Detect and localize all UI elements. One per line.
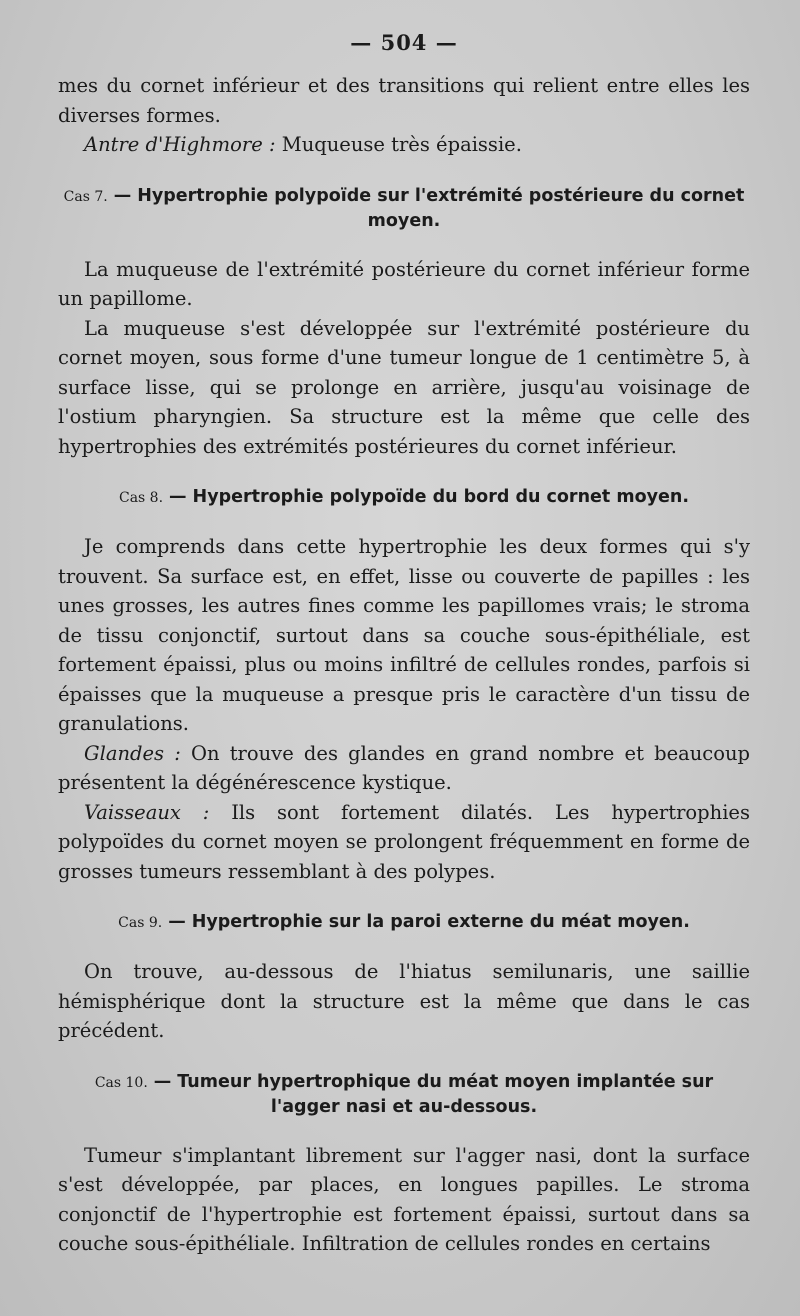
case-10-dash: — bbox=[153, 1071, 172, 1092]
case-9-title: Hypertrophie sur la paroi externe du méat moyen. bbox=[191, 912, 690, 932]
case-10-body bbox=[58, 1141, 750, 1259]
glandes-label: Glandes : bbox=[84, 741, 181, 765]
case-7-body bbox=[58, 255, 750, 462]
case-8-dash: — bbox=[169, 487, 187, 507]
case-7-dash: — bbox=[113, 185, 132, 206]
vaisseaux-label: Vaisseaux : bbox=[84, 800, 210, 824]
case-7-title: Hypertrophie polypoïde sur l'extrémité postérieure du cornet moyen. bbox=[137, 185, 745, 231]
case-7-paragraph-1: La muqueuse de l'extrémité postérieure du cornet inférieur forme un papillome. bbox=[58, 257, 750, 310]
case-8-vaisseaux-paragraph bbox=[58, 798, 750, 887]
antre-label: Antre d'Highmore : bbox=[84, 133, 276, 156]
case-7-number: Cas 7. bbox=[63, 188, 108, 205]
antre-paragraph bbox=[58, 130, 750, 160]
case-7-paragraph-2: La muqueuse s'est développée sur l'extrémité postérieure du cornet moyen, sous forme d'une tumeur longue de 1 centimètre 5, à surface lisse, qui se prolonge en arrière, jusqu'au voisinage de l'ostium pharyngien. Sa structure est la même que celle des hypertrophies des extrémités postérieures du cornet inférieur. bbox=[58, 316, 750, 458]
page-number: — 504 — bbox=[350, 30, 458, 55]
intro-paragraph: mes du cornet inférieur et des transitions qui relient entre elles les diverses formes. bbox=[58, 74, 750, 127]
case-8-body bbox=[58, 532, 750, 886]
glandes-text: On trouve des glandes en grand nombre et beaucoup présentent la dégénérescence kystique. bbox=[58, 741, 750, 794]
case-8-glandes-paragraph bbox=[58, 739, 750, 798]
section-intro bbox=[58, 71, 750, 160]
case-10-heading bbox=[58, 1070, 750, 1119]
vaisseaux-text: Ils sont fortement dilatés. Les hypertrophies polypoïdes du cornet moyen se prolongent fréquemment en forme de grosses tumeurs ressemblant à des polypes. bbox=[58, 800, 750, 883]
case-8-heading bbox=[58, 485, 750, 510]
case-8-title: Hypertrophie polypoïde du bord du cornet moyen. bbox=[192, 487, 689, 507]
case-10-title: Tumeur hypertrophique du méat moyen implantée sur l'agger nasi et au-dessous. bbox=[177, 1071, 714, 1117]
case-9-dash: — bbox=[168, 912, 186, 932]
case-10-number: Cas 10. bbox=[94, 1074, 148, 1091]
case-9-number: Cas 9. bbox=[118, 915, 163, 931]
case-10-paragraph-1: Tumeur s'implantant librement sur l'agger nasi, dont la surface s'est développée, par places, en longues papilles. Le stroma conjonctif de l'hypertrophie est fortement épaissi, surtout dans sa couche sous-épithéliale. Infiltration de cellules rondes en certains bbox=[58, 1143, 750, 1255]
case-9-paragraph-1: On trouve, au-dessous de l'hiatus semilunaris, une saillie hémisphérique dont la structure est la même que dans le cas précédent. bbox=[58, 960, 750, 1042]
case-8-number: Cas 8. bbox=[118, 490, 164, 506]
case-9-body bbox=[58, 957, 750, 1046]
case-9-heading bbox=[58, 910, 750, 935]
case-8-paragraph-1: Je comprends dans cette hypertrophie les deux formes qui s'y trouvent. Sa surface est, en effet, lisse ou couverte de papilles : les unes grosses, les autres fines comme les papillomes vrais; le stroma de tissu conjonctif, surtout dans sa couche sous-épithéliale, est fortement épaissi, plus ou moins infiltré de cellules rondes, parfois si épaisses que la muqueuse a presque pris le caractère d'un tissu de granulations. bbox=[58, 535, 750, 735]
case-7-heading bbox=[58, 184, 750, 233]
antre-text: Muqueuse très épaissie. bbox=[275, 133, 522, 156]
